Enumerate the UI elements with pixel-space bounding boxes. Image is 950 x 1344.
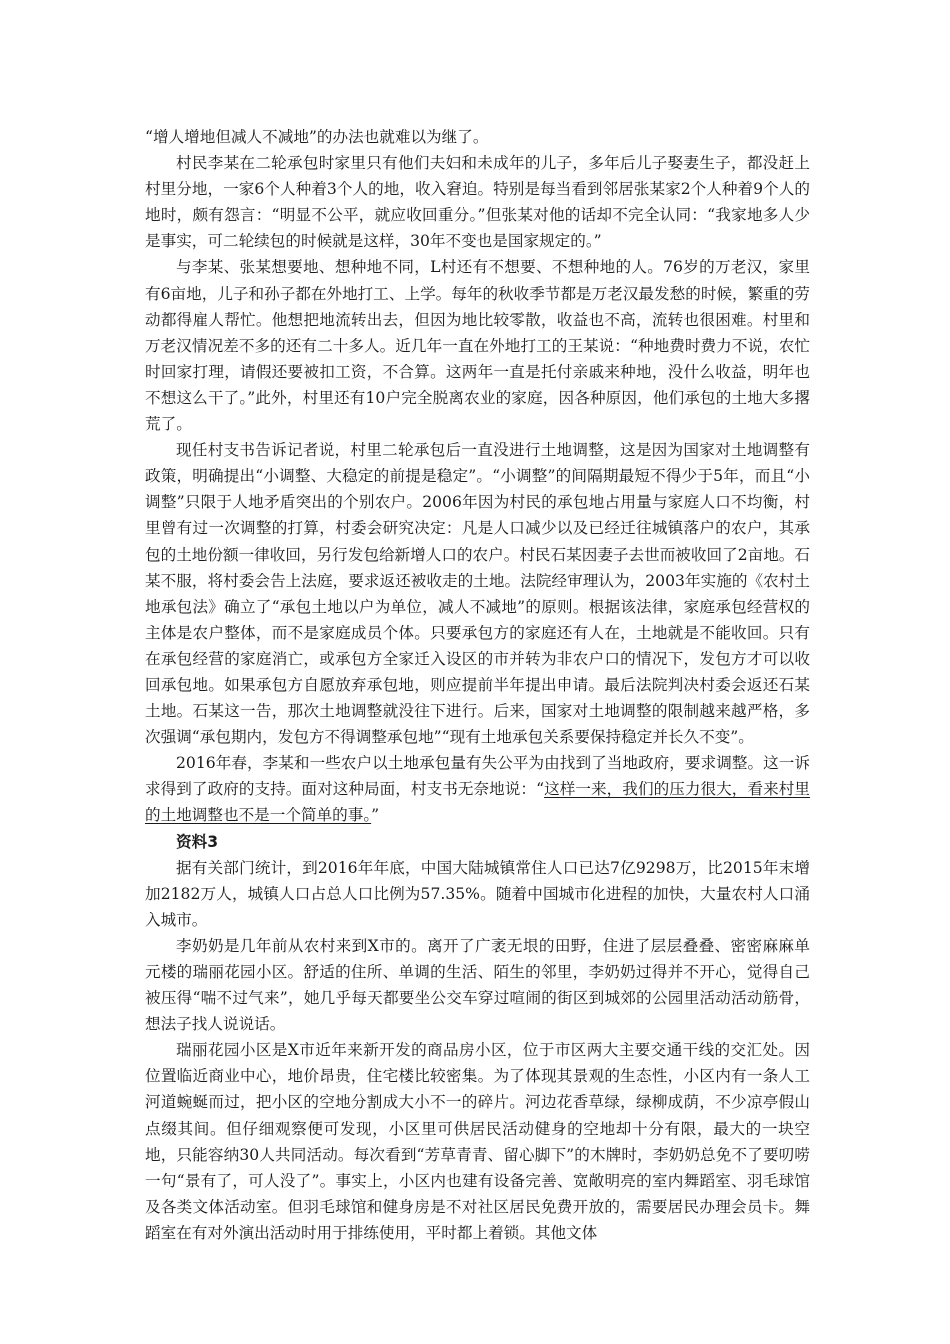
paragraph-statistics: 据有关部门统计，到2016年年底，中国大陆城镇常住人口已达7亿9298万，比2015年末增加2182万人，城镇人口占总人口比例为57.35%。随着中国城市化进程的加快，大量农村人口涌入城市。 [145, 858, 810, 929]
paragraph-grandma-li: 李奶奶是几年前从农村来到X市的。离开了广袤无垠的田野，住进了层层叠叠、密密麻麻单元楼的瑞丽花园小区。舒适的住所、单调的生活、陌生的邻里，李奶奶过得并不开心，觉得自己被压得“喘不过气来”，她几乎每天都要坐公交车穿过喧闹的街区到城郊的公园里活动活动筋骨，想法子找人说说话。 [145, 936, 810, 1034]
section-heading: 资料3 [176, 832, 219, 851]
paragraph-wan: 与李某、张某想要地、想种地不同，L村还有不想要、不想种地的人。76岁的万老汉，家里有6亩地，儿子和孙子都在外地打工、上学。每年的秋收季节都是万老汉最发愁的时候，繁重的劳动都得雇人帮忙。他想把地流转出去，但因为地比较零散，收益也不高，流转也很困难。村里和万老汉情况差不多的还有二十多人。近几年一直在外地打工的王某说：“种地费时费力不说，农忙时回家打理，请假还要被扣工资，不合算。这两年一直是托付亲戚来种地，没什么收益，明年也不想这么干了。”此外，村里还有10户完全脱离农业的家庭，因各种原因，他们承包的土地大多撂荒了。 [145, 258, 810, 434]
closing-quote-mark: ” [371, 806, 380, 825]
paragraph-ruili-garden: 瑞丽花园小区是X市近年来新开发的商品房小区，位于市区两大主要交通干线的交汇处。因位置临近商业中心，地价昂贵，住宅楼比较密集。为了体现其景观的生态性，小区内有一条人工河道蜿蜒而过，把小区的空地分割成大小不一的碎片。河边花香草绿，绿柳成荫，不少凉亭假山点缀其间。但仔细观察便可发现，小区里可供居民活动健身的空地却十分有限，最大的一块空地，只能容纳30人共同活动。每次看到“芳草青青、留心脚下”的木牌时，李奶奶总免不了要叨唠一句“景有了，可人没了”。事实上，小区内也建有设备完善、宽敞明亮的室内舞蹈室、羽毛球馆及各类文体活动室。但羽毛球馆和健身房是不对社区居民免费开放的，需要居民办理会员卡。舞蹈室在有对外演出活动时用于排练使用，平时都上着锁。其他文体 [145, 1041, 810, 1242]
paragraph-2016-spring [145, 750, 810, 828]
paragraph-2016-text: 2016年春，李某和一些农户以土地承包量有失公平为由找到了当地政府，要求调整。这一诉求得到了政府的支持。面对这种局面，村支书无奈地说：“ [145, 754, 810, 799]
paragraph-continuation: “增人增地但减人不减地”的办法也就难以为继了。 [145, 128, 489, 146]
underlined-quote: 这样一来，我们的压力很大，看来村里的土地调整也不是一个简单的事。 [145, 780, 810, 825]
paragraph-village-secretary: 现任村支书告诉记者说，村里二轮承包后一直没进行土地调整，这是因为国家对土地调整有政策，明确提出“小调整、大稳定的前提是稳定”。“小调整”的间隔期最短不得少于5年，而且“小调整”只限于人地矛盾突出的个别农户。2006年因为村民的承包地占用量与家庭人口不均衡，村里曾有过一次调整的打算，村委会研究决定：凡是人口减少以及已经迁往城镇落户的农户，其承包的土地份额一律收回，另行发包给新增人口的农户。村民石某因妻子去世而被收回了2亩地。石某不服，将村委会告上法庭，要求返还被收走的土地。法院经审理认为，2003年实施的《农村土地承包法》确立了“承包土地以户为单位，减人不减地”的原则。根据该法律，家庭承包经营权的主体是农户整体，而不是家庭成员个体。只要承包方的家庭还有人在，土地就是不能收回。只有在承包经营的家庭消亡，或承包方全家迁入设区的市并转为非农户口的情况下，发包方才可以收回承包地。如果承包方自愿放弃承包地，则应提前半年提出申请。最后法院判决村委会返还石某土地。石某这一告，那次土地调整就没往下进行。后来，国家对土地调整的限制越来越严格，多次强调“承包期内，发包方不得调整承包地”“现有土地承包关系要保持稳定并长久不变”。 [145, 441, 810, 747]
document-body [145, 124, 810, 1246]
paragraph-li: 村民李某在二轮承包时家里只有他们夫妇和未成年的儿子，多年后儿子娶妻生子，都没赶上村里分地，一家6个人种着3个人的地，收入窘迫。特别是每当看到邻居张某家2个人种着9个人的地时，颇有怨言：“明显不公平，就应收回重分。”但张某对他的话却不完全认同：“我家地多人少是事实，可二轮续包的时候就是这样，30年不变也是国家规定的。” [145, 154, 810, 251]
